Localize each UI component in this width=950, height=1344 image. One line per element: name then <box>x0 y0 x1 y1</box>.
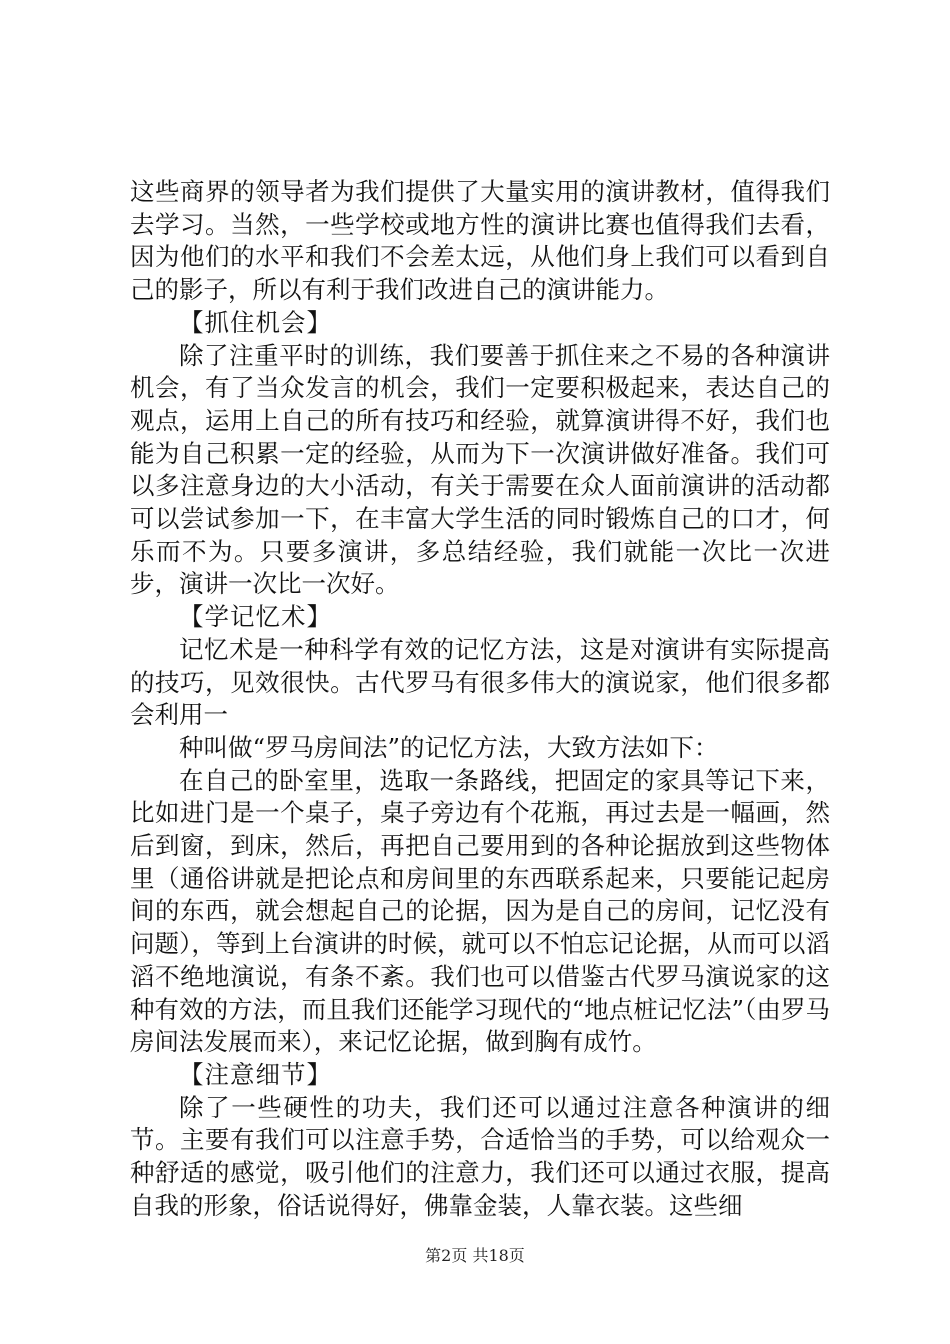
section-heading-details: 【注意细节】 <box>179 1059 332 1089</box>
paragraph-continued: 这些商界的领导者为我们提供了大量实用的演讲教材，值得我们去学习。当然，一些学校或地方性的演讲比赛也值得我们去看，因为他们的水平和我们不会差太远，从他们身上我们可以看到自己的影子，所以有利于我们改进自己的演讲能力。 <box>130 177 830 305</box>
page-number-footer: 第2页 共18页 <box>425 1246 525 1265</box>
section-heading-memory-technique: 【学记忆术】 <box>179 602 332 632</box>
paragraph-seize-opportunity: 除了注重平时的训练，我们要善于抓住来之不易的各种演讲机会，有了当众发言的机会，我们一定要积极起来，表达自己的观点，运用上自己的所有技巧和经验，就算演讲得不好，我们也能为自己积累一定的经验，从而为下一次演讲做好准备。我们可以多注意身边的大小活动，有关于需要在众人面前演讲的活动都可以尝试参加一下，在丰富大学生活的同时锻炼自己的口才，何乐而不为。只要多演讲，多总结经验，我们就能一次比一次进步，演讲一次比一次好。 <box>130 340 830 599</box>
document-body <box>130 176 830 1223</box>
section-heading-seize-opportunity: 【抓住机会】 <box>179 307 332 337</box>
paragraph-details: 除了一些硬性的功夫，我们还可以通过注意各种演讲的细节。主要有我们可以注意手势，合适恰当的手势，可以给观众一种舒适的感觉，吸引他们的注意力，我们还可以通过衣服，提高自我的形象，俗话说得好，佛靠金装，人靠衣装。这些细 <box>130 1092 830 1220</box>
paragraph-roman-room-steps: 在自己的卧室里，选取一条路线，把固定的家具等记下来，比如进门是一个桌子，桌子旁边有个花瓶，再过去是一幅画，然后到窗，到床，然后，再把自己要用到的各种论据放到这些物体里（通俗讲就是把论点和房间里的东西联系起来，只要能记起房间的东西，就会想起自己的论据，因为是自己的房间，记忆没有问题），等到上台演讲的时候，就可以不怕忘记论据，从而可以滔滔不绝地演说，有条不紊。我们也可以借鉴古代罗马演说家的这种有效的方法，而且我们还能学习现代的“地点桩记忆法”（由罗马房间法发展而来），来记忆论据，做到胸有成竹。 <box>130 765 830 1057</box>
paragraph-memory-technique-intro: 记忆术是一种科学有效的记忆方法，这是对演讲有实际提高的技巧，见效很快。古代罗马有很多伟大的演说家，他们很多都会利用一 <box>130 634 830 730</box>
paragraph-roman-room-method: 种叫做“罗马房间法”的记忆方法，大致方法如下： <box>179 732 719 762</box>
